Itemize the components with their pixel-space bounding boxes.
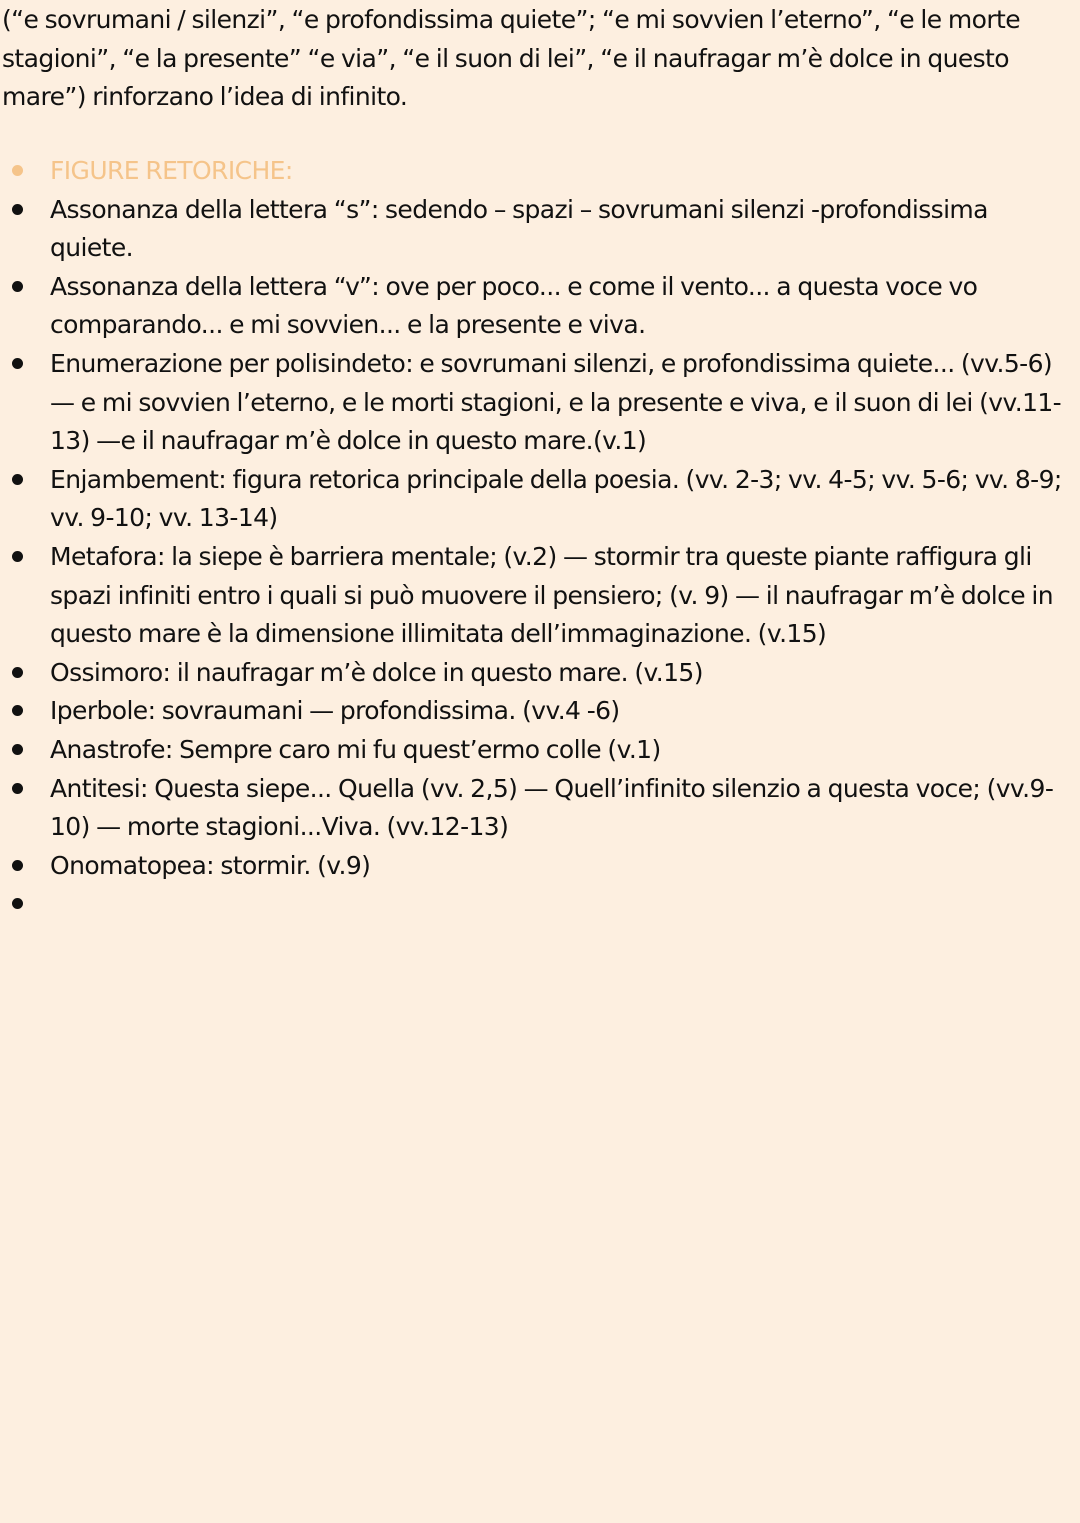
list-item-assonanza-v xyxy=(0,268,1066,345)
bullet-icon xyxy=(12,783,23,794)
list-item-text: Enumerazione per polisindeto: e sovrumani silenzi, e profondissima quiete... (vv.5-6) — e mi sovvien l’eterno, e le morti stagioni, e la presente e viva, e il suon di lei (vv.11-13) —e il naufragar m’è dolce in questo mare.(v.1) xyxy=(50,348,1062,456)
bullet-icon xyxy=(12,474,23,485)
bullet-icon xyxy=(12,358,23,369)
list-item-text: Iperbole: sovraumani — profondissima. (vv.4 -6) xyxy=(50,696,620,726)
bullet-icon xyxy=(12,860,23,871)
bullet-icon xyxy=(12,705,23,716)
rhetorical-figures-list xyxy=(0,152,1066,924)
list-item-iperbole xyxy=(0,692,1066,731)
list-item-text: Onomatopea: stormir. (v.9) xyxy=(50,850,371,880)
list-item-text: Assonanza della lettera “v”: ove per poco... e come il vento... a questa voce vo comparando... e mi sovvien... e la presente e viva. xyxy=(50,271,978,340)
list-item-antitesi xyxy=(0,770,1066,847)
list-item-onomatopea xyxy=(0,847,1066,886)
bullet-icon xyxy=(12,667,23,678)
intro-paragraph: (“e sovrumani / silenzi”, “e profondissima quiete”; “e mi sovvien l’eterno”, “e le morte stagioni”, “e la presente” “e via”, “e il suon di lei”, “e il naufragar m’è dolce in questo mare”) rinforzano l’idea di infinito. xyxy=(2,5,1021,112)
list-item-enjambement xyxy=(0,461,1066,538)
list-item-assonanza-s xyxy=(0,191,1066,268)
bullet-icon xyxy=(12,744,23,755)
list-item-enumerazione xyxy=(0,345,1066,461)
list-item-anastrofe xyxy=(0,731,1066,770)
list-item-text: Enjambement: figura retorica principale della poesia. (vv. 2-3; vv. 4-5; vv. 5-6; vv. 8-9; vv. 9-10; vv. 13-14) xyxy=(50,464,1062,533)
list-item-text: Assonanza della lettera “s”: sedendo – spazi – sovrumani silenzi -profondissima quiete. xyxy=(50,194,988,263)
list-item-empty xyxy=(0,885,1066,924)
bullet-icon xyxy=(12,898,23,909)
section-heading: FIGURE RETORICHE: xyxy=(50,156,293,185)
list-item-text: Antitesi: Questa siepe... Quella (vv. 2,5) — Quell’infinito silenzio a questa voce; (vv.9-10) — morte stagioni...Viva. (vv.12-13) xyxy=(50,773,1054,842)
bullet-icon xyxy=(12,281,23,292)
list-item-ossimoro xyxy=(0,654,1066,693)
section-heading-item xyxy=(0,152,1066,191)
list-item-text: Anastrofe: Sempre caro mi fu quest’ermo colle (v.1) xyxy=(50,734,661,764)
bullet-icon xyxy=(12,551,23,562)
bullet-icon xyxy=(12,165,23,176)
list-item-text: Ossimoro: il naufragar m’è dolce in questo mare. (v.15) xyxy=(50,657,703,687)
list-item-metafora xyxy=(0,538,1066,654)
list-item-text: Metafora: la siepe è barriera mentale; (v.2) — stormir tra queste piante raffigura gli spazi infiniti entro i quali si può muovere il pensiero; (v. 9) — il naufragar m’è dolce in questo mare è la dimensione illimitata dell’immaginazione. (v.15) xyxy=(50,541,1054,649)
bullet-icon xyxy=(12,204,23,215)
